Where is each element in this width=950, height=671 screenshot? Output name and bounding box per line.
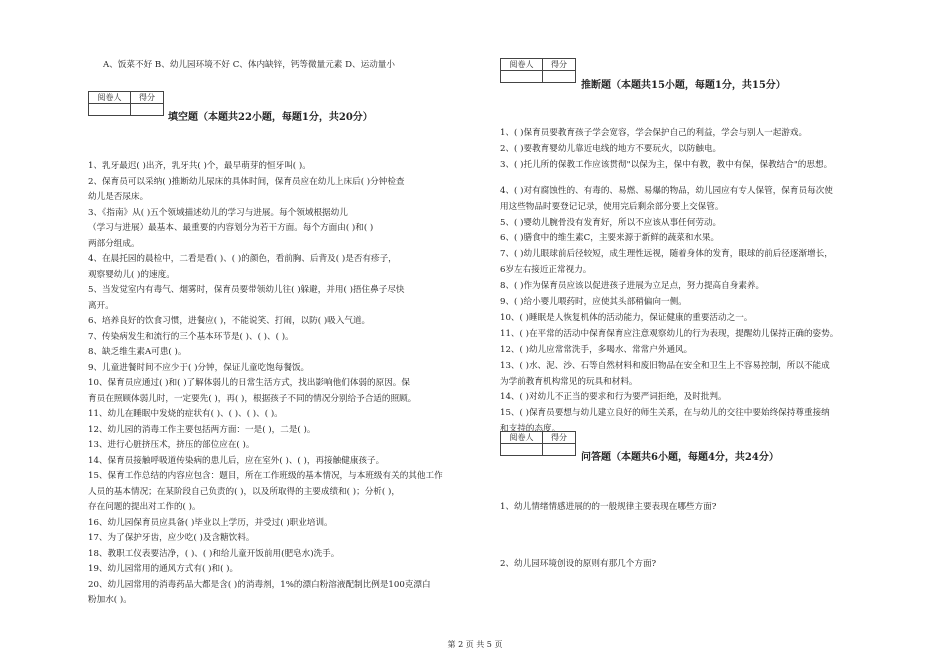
- page-footer: 第 2 页 共 5 页: [447, 640, 503, 649]
- judge-question-line: 14、( )对幼儿不正当的要求和行为要严词拒绝，及时批判。: [500, 392, 727, 403]
- judge-section-title: 推断题（本题共15小题，每题1分，共15分）: [581, 80, 786, 91]
- judge-question-line: 8、( )作为保育员应该以促进孩子进展为立足点，努力提高自身素养。: [500, 281, 765, 292]
- reviewer-cell: [501, 444, 543, 456]
- fill-question-line: 离开。: [88, 300, 114, 311]
- qa-section-title: 问答题（本题共6小题，每题4分，共24分）: [581, 452, 779, 463]
- judge-question-line: 1、( )保育员要教育孩子学会宽容，学会保护自己的利益，学会与别人一起游戏。: [500, 128, 808, 138]
- fill-question-line: 18、教职工仪表要洁净，( )、( )和给儿童开饭前用(肥皂水)洗手。: [88, 548, 340, 559]
- fill-question-line: 4、在晨托园的晨检中，二看是看( )、( )的颜色，看前胸、后背及( )是否有疹子，: [88, 254, 397, 264]
- judge-question-line: 为学前教育机构常见的玩具和材料。: [500, 376, 638, 387]
- judge-question-line: 7、( )幼儿眼球前后径较短，成生理性远视，随着身体的发育，眼球的前后径逐渐增长，: [500, 249, 833, 260]
- judge-question-line: 10、( )睡眠是人恢复机体的活动能力，保证健康的重要活动之一。: [500, 312, 753, 323]
- score-label: 得分: [131, 92, 164, 104]
- qa-score-box: [500, 431, 576, 456]
- judge-question-line: 4、( )对有腐蚀性的、有毒的、易燃、易爆的物品，幼儿园应有专人保管，保育员每次使: [500, 185, 833, 196]
- fill-question-line: 12、幼儿园的消毒工作主要包括两方面：一是( )，二是( )。: [88, 424, 316, 435]
- score-cell: [543, 71, 576, 83]
- reviewer-cell: [89, 104, 131, 116]
- judge-score-box: [500, 58, 576, 83]
- fill-question-line: （学习与进展）最基本、最重要的内容划分为若干方面。每个方面由( )和( ): [88, 223, 374, 233]
- fill-question-line: 14、保育员接触呼吸道传染病的患儿后，应在室外( )、( )，再接触健康孩子。: [88, 455, 385, 466]
- judge-question-line: 12、( )幼儿应常常洗手，多喝水、常常户外通风。: [500, 344, 693, 355]
- fill-question-line: 10、保育员应通过( )和( )了解体弱儿的日常生活方式，找出影响他们体弱的原因。保: [88, 378, 410, 388]
- judge-question-line: 11、( )在平常的活动中保育保育应注意观察幼儿的行为表现，提醒幼儿保持正确的姿势。: [500, 328, 839, 339]
- fill-question-line: 9、儿童进餐时间不应少于( )分钟，保证儿童吃饱每餐饭。: [88, 362, 310, 373]
- fill-question-line: 两部分组成。: [88, 238, 140, 249]
- fill-question-line: 幼儿是否尿床。: [88, 192, 149, 202]
- fill-question-line: 人员的基本情况；在某阶段自己负责的( )，以及所取得的主要成绩和( )；分析( )，: [88, 486, 400, 497]
- fill-question-line: 5、当发觉室内有毒气、烟雾时，保育员要带领幼儿往( )躲避，并用( )捂住鼻子尽快: [88, 285, 405, 295]
- judge-question-line: 6、( )膳食中的维生素C，主要来源于新鲜的蔬菜和水果。: [500, 233, 720, 244]
- judge-question-line: 9、( )给小婴儿喂药时，应使其头部稍偏向一侧。: [500, 297, 687, 307]
- fill-question-line: 观察婴幼儿( )的速度。: [88, 269, 175, 280]
- reviewer-label: 阅卷人: [89, 92, 131, 104]
- fill-question-line: 8、缺乏维生素A可患( )。: [88, 347, 187, 357]
- qa-question-2: 2、幼儿园环境创设的原则有那几个方面?: [500, 559, 657, 569]
- score-label: 得分: [543, 59, 576, 71]
- fill-score-box: [88, 91, 164, 116]
- reviewer-label: 阅卷人: [501, 432, 543, 444]
- fill-section-title: 填空题（本题共22小题，每题1分，共20分）: [168, 112, 373, 123]
- fill-question-line: 11、幼儿在睡眠中发烧的症状有( )、( )、( )、( )。: [88, 409, 283, 419]
- fill-question-line: 13、进行心脏挤压术，挤压的部位应在( )。: [88, 440, 255, 450]
- reviewer-label: 阅卷人: [501, 59, 543, 71]
- fill-question-line: 存在问题的提出对工作的( )。: [88, 502, 201, 512]
- fill-question-line: 17、为了保护牙齿，应少吃( )及含糖饮料。: [88, 533, 255, 543]
- score-cell: [543, 444, 576, 456]
- fill-question-line: 7、传染病发生和流行的三个基本环节是( )、( )、( )。: [88, 331, 294, 342]
- fill-question-line: 15、保育工作总结的内容应包含：题目，所在工作班级的基本情况，与本班级有关的其他工作: [88, 471, 443, 481]
- fill-question-line: 粉加水( )。: [88, 595, 132, 605]
- judge-question-line: 5、( )婴幼儿腕骨没有发育好，所以不应该从事任何劳动。: [500, 217, 722, 228]
- fill-question-line: 6、培养良好的饮食习惯，进餐应( )，不能说笑、打闹，以防( )吸入气道。: [88, 316, 371, 326]
- score-label: 得分: [543, 432, 576, 444]
- fill-question-line: 16、幼儿园保育员应具备( )毕业以上学历，并受过( )职业培训。: [88, 517, 333, 528]
- judge-question-line: 6岁左右接近正常视力。: [500, 265, 592, 276]
- reviewer-cell: [501, 71, 543, 83]
- fill-question-line: 20、幼儿园常用的消毒药品大都是含( )的消毒剂，1%的漂白粉溶液配制比例是100克漂白: [88, 579, 431, 590]
- fill-question-line: 3、《指南》从( )五个领域描述幼儿的学习与进展。每个领域根据幼儿: [88, 207, 348, 218]
- judge-question-line: 15、( )保育员要想与幼儿建立良好的师生关系，在与幼儿的交往中要始终保持尊重接纳: [500, 408, 830, 419]
- judge-question-line: 3、( )托儿所的保教工作应该贯彻"以保为主，保中有教，教中有保，保教结合"的思想。: [500, 159, 833, 170]
- score-cell: [131, 104, 164, 116]
- judge-question-line: 13、( )水、泥、沙、石等自然材料和废旧物品在安全和卫生上不容易控制，所以不能成: [500, 360, 830, 371]
- fill-question-line: 1、乳牙最迟( )出齐，乳牙共( )个，最早萌芽的恒牙叫( )。: [88, 161, 311, 171]
- multiple-choice-options: A、饭菜不好 B、幼儿园环境不好 C、体内缺锌，钙等微量元素 D、运动量小: [103, 60, 395, 70]
- fill-question-line: 2、保育员可以采纳( )推断幼儿尿床的具体时间，保育员应在幼儿上床后( )分钟检查: [88, 176, 405, 187]
- fill-question-line: 育员在照顾体弱儿时，一定要先( )，再( )，根据孩子不同的情况分别给予合适的照顾。: [88, 393, 417, 404]
- judge-question-line: 和支持的态度。: [500, 424, 561, 435]
- fill-question-line: 19、幼儿园常用的通风方式有( )和( )。: [88, 564, 239, 574]
- judge-question-line: 用这些物品时要登记记录，使用完后剩余部分要上交保管。: [500, 201, 724, 212]
- judge-question-line: 2、( )要教育婴幼儿靠近电线的地方不要玩火，以防触电。: [500, 143, 722, 154]
- qa-question-1: 1、幼儿情绪情感进展的的一般规律主要表现在哪些方面?: [500, 502, 717, 512]
